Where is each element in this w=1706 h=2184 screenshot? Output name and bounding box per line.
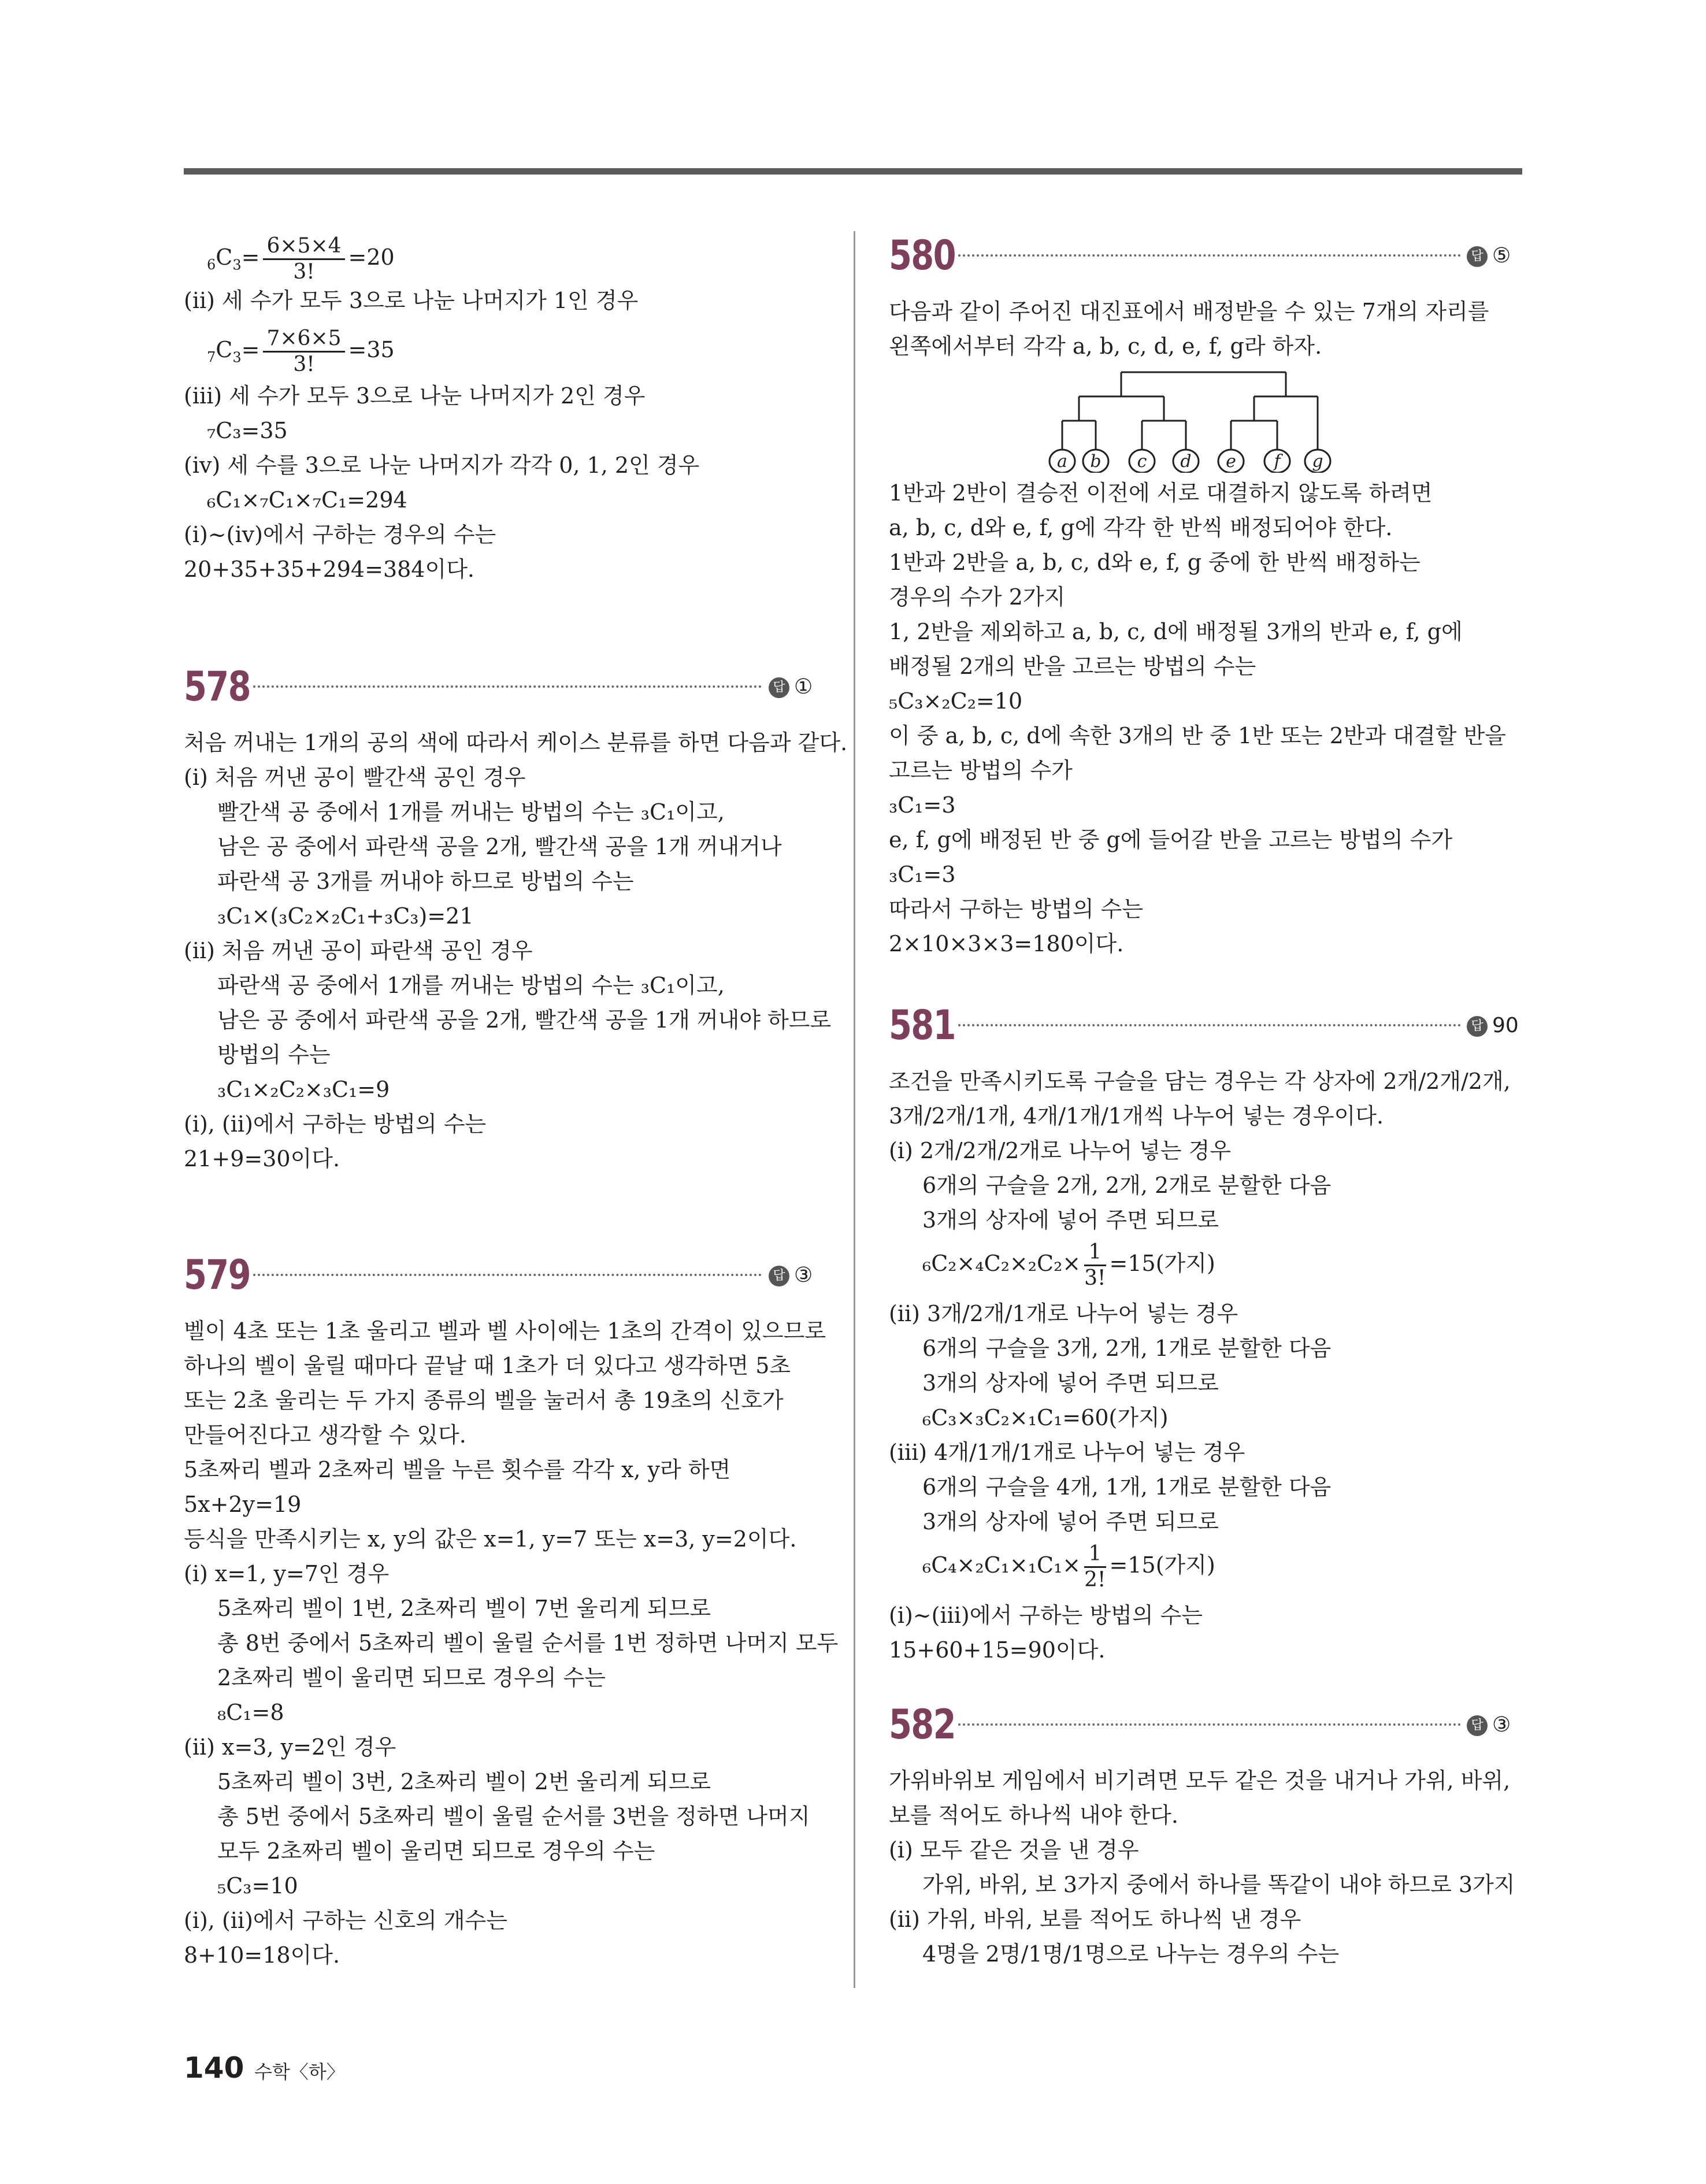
text-line: 5초짜리 벨과 2초짜리 벨을 누른 횟수를 각각 x, y라 하면 [184, 1457, 731, 1482]
text-line: 3개의 상자에 넣어 주면 되므로 [922, 1207, 1219, 1233]
problem-number-580: 580 [889, 232, 955, 279]
text-line: (ⅰ) x=1, y=7인 경우 [184, 1561, 390, 1586]
text-line: 1, 2반을 제외하고 a, b, c, d에 배정될 3개의 반과 e, f, g에 [889, 619, 1463, 644]
text-line: 5초짜리 벨이 3번, 2초짜리 벨이 2번 울리게 되므로 [217, 1769, 711, 1794]
formula-fraction-2: ₆C₄×₂C₁×₁C₁× $\frac{1}{2!}$ =15(가지) [922, 1542, 1215, 1592]
text-line: (ⅲ) 4개/1개/1개로 나누어 넣는 경우 [889, 1440, 1245, 1465]
text-line: 조건을 만족시키도록 구슬을 담는 경우는 각 상자에 2개/2개/2개, [889, 1069, 1511, 1094]
text-line: 2초짜리 벨이 울리면 되므로 경우의 수는 [217, 1665, 606, 1690]
fraction: $\frac{6\times 5\times 4}{3!}$ [263, 234, 344, 284]
text-line: 8+10=18이다. [184, 1942, 340, 1968]
text-line: 6개의 구슬을 2개, 2개, 2개로 분할한 다음 [922, 1173, 1332, 1198]
page-number: 140 [184, 2051, 244, 2085]
problem-number-578: 578 [184, 663, 250, 710]
text-line: 고르는 방법의 수가 [889, 758, 1073, 783]
text-line: 6개의 구슬을 3개, 2개, 1개로 분할한 다음 [922, 1336, 1332, 1361]
formula-7c3: $_7C_3=$ $\frac{7\times 6\times 5}{3!}$ =35 [207, 327, 395, 376]
text-line: (ⅰ) 2개/2개/2개로 나누어 넣는 경우 [889, 1138, 1232, 1163]
text-line: 다음과 같이 주어진 대진표에서 배정받을 수 있는 7개의 자리를 [889, 299, 1489, 324]
formula-line: ₃C₁×₂C₂×₃C₁=9 [217, 1077, 390, 1102]
text-line: (ⅰ), (ⅱ)에서 구하는 방법의 수는 [184, 1111, 487, 1137]
text-line: 벨이 4초 또는 1초 울리고 벨과 벨 사이에는 1초의 간격이 있으므로 [184, 1318, 826, 1344]
bracket-label-c: c [1137, 451, 1147, 472]
bracket-label-a: a [1057, 451, 1067, 472]
text-line: 모두 2초짜리 벨이 울리면 되므로 경우의 수는 [217, 1838, 655, 1864]
text-line: 방법의 수는 [217, 1042, 331, 1067]
answer-581: 답 90 [1467, 1013, 1519, 1039]
text-line: e, f, g에 배정된 반 중 g에 들어갈 반을 고르는 방법의 수가 [889, 827, 1453, 852]
text-line: (ⅱ) 처음 꺼낸 공이 파란색 공인 경우 [184, 938, 533, 963]
column-divider [854, 231, 855, 1988]
text-line: (ⅰ) 처음 꺼낸 공이 빨간색 공인 경우 [184, 765, 526, 790]
text-line: 3개/2개/1개, 4개/1개/1개씩 나누어 넣는 경우이다. [889, 1103, 1384, 1129]
answer-icon: 답 [769, 677, 789, 698]
formula-fraction-1: ₆C₂×₄C₂×₂C₂× $\frac{1}{3!}$ =15(가지) [922, 1240, 1215, 1290]
leader-dots [253, 1274, 762, 1276]
answer-icon: 답 [769, 1266, 789, 1286]
case-line: (ⅱ) 세 수가 모두 3으로 나눈 나머지가 1인 경우 [184, 288, 639, 313]
text-line: (ⅱ) x=3, y=2인 경우 [184, 1734, 396, 1760]
answer-582: 답 ③ [1467, 1712, 1511, 1738]
text-line: 가위바위보 게임에서 비기려면 모두 같은 것을 내거나 가위, 바위, [889, 1768, 1511, 1793]
text-line: 20+35+35+294=384이다. [184, 557, 474, 582]
text-line: 1반과 2반을 a, b, c, d와 e, f, g 중에 한 반씩 배정하는 [889, 550, 1421, 575]
leader-dots [958, 1723, 1461, 1726]
formula-line: 5x+2y=19 [184, 1492, 302, 1517]
text-line: 4명을 2명/1명/1명으로 나누는 경우의 수는 [922, 1941, 1340, 1967]
text-line: 남은 공 중에서 파란색 공을 2개, 빨간색 공을 1개 꺼내야 하므로 [217, 1007, 832, 1033]
text-line: 3개의 상자에 넣어 주면 되므로 [922, 1370, 1219, 1396]
text-line: 하나의 벨이 울릴 때마다 끝날 때 1초가 더 있다고 생각하면 5초 [184, 1353, 791, 1378]
formula-line: ₅C₃×₂C₂=10 [889, 688, 1023, 714]
fraction: $\frac{1}{3!}$ [1084, 1240, 1106, 1290]
text-line: 15+60+15=90이다. [889, 1637, 1106, 1663]
bracket-label-d: d [1180, 451, 1192, 472]
text-line: 남은 공 중에서 파란색 공을 2개, 빨간색 공을 1개 꺼내거나 [217, 834, 782, 859]
text-line: (ⅰ)~(ⅳ)에서 구하는 경우의 수는 [184, 522, 496, 547]
problem-number-579: 579 [184, 1251, 250, 1299]
text-line: 왼쪽에서부터 각각 a, b, c, d, e, f, g라 하자. [889, 333, 1322, 359]
text-line: 등식을 만족시키는 x, y의 값은 x=1, y=7 또는 x=3, y=2이다. [184, 1526, 797, 1552]
text-line: 2×10×3×3=180이다. [889, 931, 1124, 956]
answer-icon: 답 [1467, 1715, 1488, 1736]
bracket-label-e: e [1226, 451, 1236, 472]
book-title: 수학〈하〉 [254, 2061, 345, 2083]
formula-line: ₃C₁=3 [889, 792, 956, 818]
answer-579: 답 ③ [769, 1262, 813, 1289]
text-line: 5초짜리 벨이 1번, 2초짜리 벨이 7번 울리게 되므로 [217, 1596, 711, 1621]
formula-line: ₇C₃=35 [207, 418, 288, 443]
text-line: 또는 2초 울리는 두 가지 종류의 벨을 눌러서 총 19초의 신호가 [184, 1388, 784, 1413]
text-line: 1반과 2반이 결승전 이전에 서로 대결하지 않도록 하려면 [889, 480, 1433, 506]
answer-icon: 답 [1467, 1016, 1488, 1037]
leader-dots [253, 685, 762, 688]
text-line: (ⅱ) 가위, 바위, 보를 적어도 하나씩 낸 경우 [889, 1907, 1301, 1932]
text-line: 파란색 공 중에서 1개를 꺼내는 방법의 수는 ₃C₁이고, [217, 973, 725, 998]
text-line: 21+9=30이다. [184, 1146, 340, 1171]
fraction: $\frac{1}{2!}$ [1084, 1542, 1106, 1592]
case-line: (ⅳ) 세 수를 3으로 나눈 나머지가 각각 0, 1, 2인 경우 [184, 453, 700, 478]
bracket-label-f: f [1274, 451, 1281, 472]
text-line: 총 5번 중에서 5초짜리 벨이 울릴 순서를 3번을 정하면 나머지 [217, 1804, 810, 1829]
bracket-label-b: b [1090, 451, 1102, 472]
text-line: 보를 적어도 하나씩 내야 한다. [889, 1803, 1178, 1828]
top-rule [184, 168, 1522, 175]
leader-dots [958, 254, 1461, 257]
text-line: (ⅰ), (ⅱ)에서 구하는 신호의 개수는 [184, 1908, 507, 1933]
text-line: 만들어진다고 생각할 수 있다. [184, 1422, 466, 1448]
formula-line: ₆C₃×₃C₂×₁C₁=60(가지) [922, 1405, 1169, 1430]
formula-line: ₃C₁=3 [889, 862, 956, 887]
text-line: (ⅰ)~(ⅲ)에서 구하는 방법의 수는 [889, 1603, 1203, 1628]
text-line: (ⅱ) 3개/2개/1개로 나누어 넣는 경우 [889, 1301, 1238, 1326]
case-line: (ⅲ) 세 수가 모두 3으로 나눈 나머지가 2인 경우 [184, 383, 646, 409]
text-line: a, b, c, d와 e, f, g에 각각 한 반씩 배정되어야 한다. [889, 515, 1393, 540]
text-line: 총 8번 중에서 5초짜리 벨이 울릴 순서를 1번 정하면 나머지 모두 [217, 1630, 839, 1656]
formula-line: ₈C₁=8 [217, 1700, 284, 1725]
answer-icon: 답 [1467, 246, 1488, 267]
text-line: 가위, 바위, 보 3가지 중에서 하나를 똑같이 내야 하므로 3가지 [922, 1872, 1515, 1897]
leader-dots [958, 1024, 1461, 1026]
problem-number-581: 581 [889, 1002, 955, 1049]
text-line: 따라서 구하는 방법의 수는 [889, 896, 1144, 922]
fraction: $\frac{7\times 6\times 5}{3!}$ [263, 327, 344, 377]
formula-6c3: $_6C_3=$ $\frac{6\times 5\times 4}{3!}$ =20 [207, 234, 395, 284]
text-line: 빨간색 공 중에서 1개를 꺼내는 방법의 수는 ₃C₁이고, [217, 799, 725, 825]
formula-line: ₆C₁×₇C₁×₇C₁=294 [207, 487, 407, 513]
formula-line: ₃C₁×(₃C₂×₂C₁+₃C₃)=21 [217, 903, 474, 929]
text-line: 경우의 수가 2가지 [889, 584, 1066, 610]
text-line: 파란색 공 3개를 꺼내야 하므로 방법의 수는 [217, 869, 634, 894]
text-line: 처음 꺼내는 1개의 공의 색에 따라서 케이스 분류를 하면 다음과 같다. [184, 730, 848, 755]
answer-580: 답 ⑤ [1467, 243, 1511, 269]
bracket-label-g: g [1312, 451, 1323, 472]
tournament-bracket [1040, 369, 1422, 473]
formula-line: ₅C₃=10 [217, 1873, 298, 1899]
problem-number-582: 582 [889, 1701, 955, 1748]
text-line: (ⅰ) 모두 같은 것을 낸 경우 [889, 1837, 1139, 1863]
text-line: 배정될 2개의 반을 고르는 방법의 수는 [889, 654, 1256, 679]
text-line: 3개의 상자에 넣어 주면 되므로 [922, 1509, 1219, 1534]
text-line: 이 중 a, b, c, d에 속한 3개의 반 중 1반 또는 2반과 대결할 반을 [889, 723, 1506, 748]
text-line: 6개의 구슬을 4개, 1개, 1개로 분할한 다음 [922, 1474, 1332, 1500]
answer-578: 답 ① [769, 674, 813, 700]
